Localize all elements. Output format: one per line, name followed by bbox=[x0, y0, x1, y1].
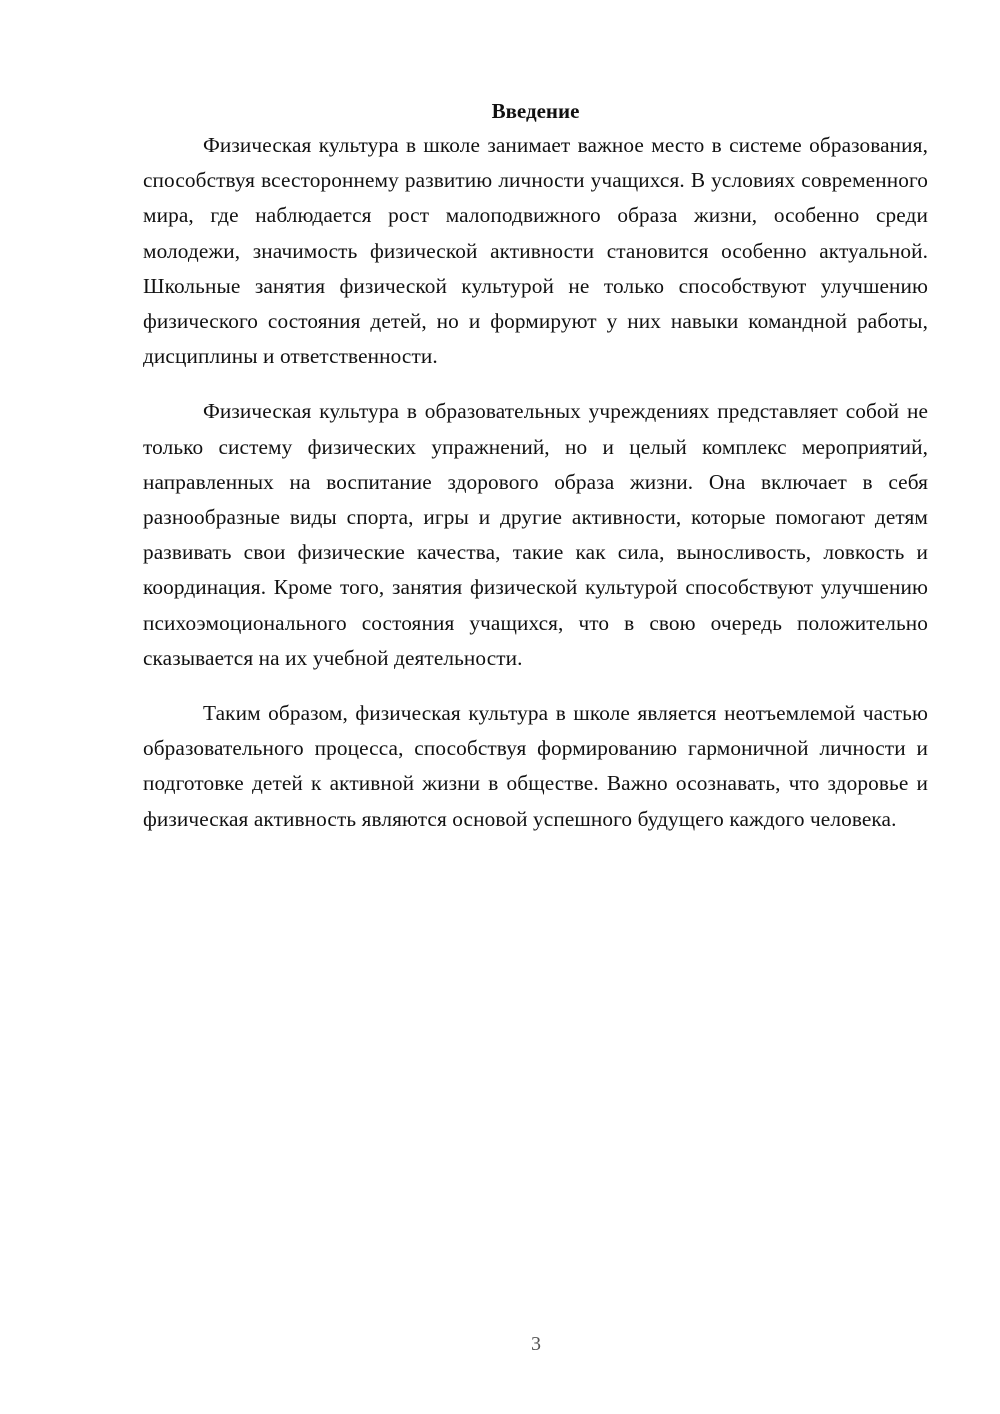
section-heading: Введение bbox=[491, 99, 580, 123]
paragraph-3: Таким образом, физическая культура в школе является неотъемлемой частью образовательного процесса, способствуя формированию гармоничной личности и подготовке детей к активной жизни в обществе. Важно осознавать, что здоровье и физическая активность являются основой успешного будущего каждого человека. bbox=[143, 701, 928, 831]
paragraph-1: Физическая культура в школе занимает важное место в системе образования, способствуя всестороннему развитию личности учащихся. В условиях современного мира, где наблюдается рост малоподвижного образа жизни, особенно среди молодежи, значимость физической активности становится особенно актуальной. Школьные занятия физической культурой не только способствуют улучшению физического состояния детей, но и формируют у них навыки командной работы, дисциплины и ответственности. bbox=[143, 133, 928, 369]
paragraph-2: Физическая культура в образовательных учреждениях представляет собой не только систему физических упражнений, но и целый комплекс мероприятий, направленных на воспитание здорового образа жизни. Она включает в себя разнообразные виды спорта, игры и другие активности, которые помогают детям развивать свои физические качества, такие как сила, выносливость, ловкость и координация. Кроме того, занятия физической культурой способствуют улучшению психоэмоционального состояния учащихся, что в свою очередь положительно сказывается на их учебной деятельности. bbox=[143, 399, 928, 670]
page-content bbox=[143, 96, 928, 857]
page-number: 3 bbox=[531, 1333, 541, 1355]
